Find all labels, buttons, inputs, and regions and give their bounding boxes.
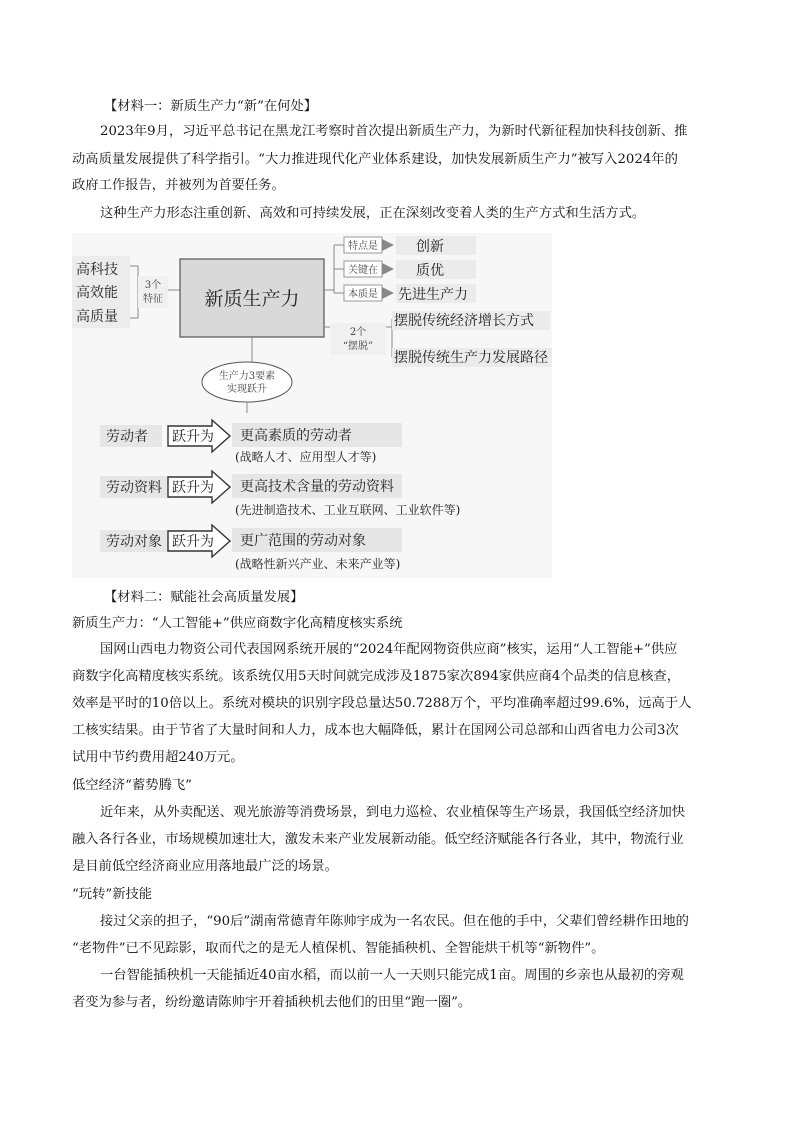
feature-2: 高效能 xyxy=(76,285,118,301)
element-name-1: 劳动者 xyxy=(106,429,148,445)
material2-p1-line2: 商数字化高精度核实系统。该系统仅用5天时间就完成涉及1875家次894家供应商4个品类的信息核查， xyxy=(72,669,681,684)
material2-p2-line1: 近年来，从外卖配送、观光旅游等消费场景，到电力巡检、农业植保等生产场景，我国低空经济加快 xyxy=(100,805,686,820)
trait-tag-1: 特点是 xyxy=(348,241,378,252)
material2-p3-line2: “老物件”已不见踪影，取而代之的是无人植保机、智能插秧机、全智能烘干机等“新物件”。 xyxy=(72,941,605,956)
material2-p4-line1: 一台智能插秧机一天能插近40亩水稻，而以前一人一天则只能完成1亩。周围的乡亲也从最初的旁观 xyxy=(100,968,684,983)
element-target-1: 更高素质的劳动者 xyxy=(240,428,352,444)
element-arrow-label-1: 跃升为 xyxy=(172,429,214,445)
leap-line1: 生产力3要素 xyxy=(218,371,276,382)
material1-para2: 这种生产力形态注重创新、高效和可持续发展，正在深刻改变着人类的生产方式和生活方式。 xyxy=(100,206,646,221)
trait-tag-2: 关键在 xyxy=(348,265,378,276)
material1-heading: 【材料一：新质生产力“新”在何处】 xyxy=(104,99,318,114)
material2-p1-line4: 工核实结果。由于节省了大量时间和人力，成本也大幅降低，累计在国网公司总部和山西省电力公司3次 xyxy=(72,723,679,738)
material2-sub1: 新质生产力：“人工智能+”供应商数字化高精度核实系统 xyxy=(72,616,403,631)
element-note-3: (战略性新兴产业、未来产业等) xyxy=(235,557,401,571)
traits-bracket xyxy=(324,245,344,293)
center-title: 新质生产力 xyxy=(204,288,300,310)
element-name-3: 劳动对象 xyxy=(106,534,162,550)
trait-arrow-1 xyxy=(382,239,394,251)
breaks-bracket xyxy=(386,319,392,357)
break-1: 摆脱传统经济增长方式 xyxy=(394,313,534,329)
element-arrow-label-3: 跃升为 xyxy=(172,534,214,550)
trait-arrow-3 xyxy=(382,287,394,299)
material1-para1-line2: 动高质量发展提供了科学指引。“大力推进现代化产业体系建设，加快发展新质生产力”被写入2024年的 xyxy=(72,152,678,167)
feature-3: 高质量 xyxy=(76,309,118,325)
element-target-3: 更广范围的劳动对象 xyxy=(240,533,366,549)
trait-value-2: 质优 xyxy=(416,263,444,279)
trait-arrow-2 xyxy=(382,263,394,275)
material2-sub3: “玩转”新技能 xyxy=(72,887,153,902)
features-label-line2: 特征 xyxy=(143,294,163,305)
element-note-1: (战略人才、应用型人才等) xyxy=(235,450,377,464)
material1-para1-line3: 政府工作报告，并被列为首要任务。 xyxy=(72,178,285,193)
material2-p2-line2: 融入各行各业，市场规模加速壮大，激发未来产业发展新动能。低空经济赋能各行各业，其中，物流行业 xyxy=(72,832,684,847)
element-arrow-label-2: 跃升为 xyxy=(172,480,214,496)
feature-1: 高科技 xyxy=(76,262,118,278)
leap-ellipse xyxy=(202,362,292,402)
trait-value-3: 先进生产力 xyxy=(398,287,468,303)
material2-sub2: 低空经济“蓄势腾飞” xyxy=(72,778,192,793)
features-bracket xyxy=(130,266,138,318)
material2-p4-line2: 者变为参与者，纷纷邀请陈帅宇开着插秧机去他们的田里“跑一圈”。 xyxy=(72,995,472,1010)
material2-p1-line1: 国网山西电力物资公司代表国网系统开展的“2024年配网物资供应商”核实，运用“人工智能+”供应 xyxy=(100,642,678,657)
material2-p1-line3: 效率是平时的10倍以上。系统对模块的识别字段总量达50.7288万个，平均准确率超过99.6%，远高于人 xyxy=(72,696,692,711)
element-note-2: (先进制造技术、工业互联网、工业软件等) xyxy=(235,503,461,517)
diagram-svg xyxy=(72,233,552,578)
breaks-label-line2: “摆脱” xyxy=(342,341,374,352)
leap-line2: 实现跃升 xyxy=(227,384,267,395)
trait-value-1: 创新 xyxy=(416,239,444,255)
break-2: 摆脱传统生产力发展路径 xyxy=(394,350,548,366)
trait-tag-3: 本质是 xyxy=(348,289,378,300)
material2-heading: 【材料二：赋能社会高质量发展】 xyxy=(104,590,304,605)
element-name-2: 劳动资料 xyxy=(106,480,162,496)
material2-p2-line3: 是目前低空经济商业应用落地最广泛的场景。 xyxy=(72,859,338,874)
features-label-line1: 3个 xyxy=(144,280,162,291)
material1-para1-line1: 2023年9月，习近平总书记在黑龙江考察时首次提出新质生产力，为新时代新征程加快科技创新、推 xyxy=(100,124,688,139)
breaks-label-line1: 2个 xyxy=(349,327,367,338)
element-target-2: 更高技术含量的劳动资料 xyxy=(240,479,394,495)
material2-p3-line1: 接过父亲的担子，“90后”湖南常德青年陈帅宇成为一名农民。但在他的手中，父辈们曾经耕作田地的 xyxy=(100,914,689,929)
new-productivity-diagram xyxy=(72,233,552,578)
material2-p1-line5: 试用中节约费用超240万元。 xyxy=(72,750,244,765)
